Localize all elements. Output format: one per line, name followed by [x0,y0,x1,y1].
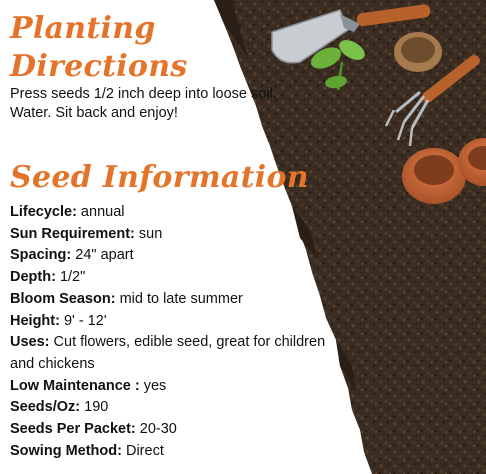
planting-directions-heading [10,10,270,86]
info-value: Cut flowers, edible seed, great for children and chickens [10,334,326,372]
info-item-spacing [10,245,330,267]
info-value: yes [139,377,167,394]
info-item-depth [10,267,330,289]
info-value: sun [134,225,163,242]
info-item-seeds-per-packet [10,419,330,441]
info-label: Depth: [10,269,56,286]
seed-information-heading: Seed Information [10,160,309,195]
info-label: Lifecycle: [10,204,77,220]
info-value: mid to late summer [115,290,243,307]
info-label: Spacing: [10,247,72,264]
info-label: Height: [10,312,60,329]
info-item-uses [10,332,330,375]
info-value: 190 [80,399,109,416]
info-label: Low Maintenance : [10,377,140,394]
info-item-sun-requirement [10,224,330,246]
info-label: Seeds/Oz: [10,399,81,416]
info-label: Bloom Season: [10,290,116,307]
info-label: Sun Requirement: [10,225,135,242]
info-value: 20-30 [135,421,177,438]
planting-directions-text: Press seeds 1/2 inch deep into loose soil. Water. Sit back and enjoy! [10,86,277,121]
info-value: 1/2" [55,269,86,286]
info-value: annual [76,204,125,220]
info-item-bloom-season [10,289,330,311]
info-value: 24" apart [71,247,134,264]
info-value: Direct [121,442,164,459]
info-item-sowing-method [10,441,330,463]
info-label: Sowing Method: [10,442,122,459]
info-item-lifecycle [10,202,330,224]
info-label: Uses: [10,334,50,351]
heading-line-2: Directions [10,49,188,84]
heading-line-1: Planting [10,11,156,46]
info-item-low-maintenance [10,376,330,398]
seed-information-list [10,202,330,462]
info-value: 9' - 12' [59,312,107,329]
info-item-height [10,311,330,333]
info-item-seeds-per-oz [10,397,330,419]
info-label: Seeds Per Packet: [10,421,136,438]
